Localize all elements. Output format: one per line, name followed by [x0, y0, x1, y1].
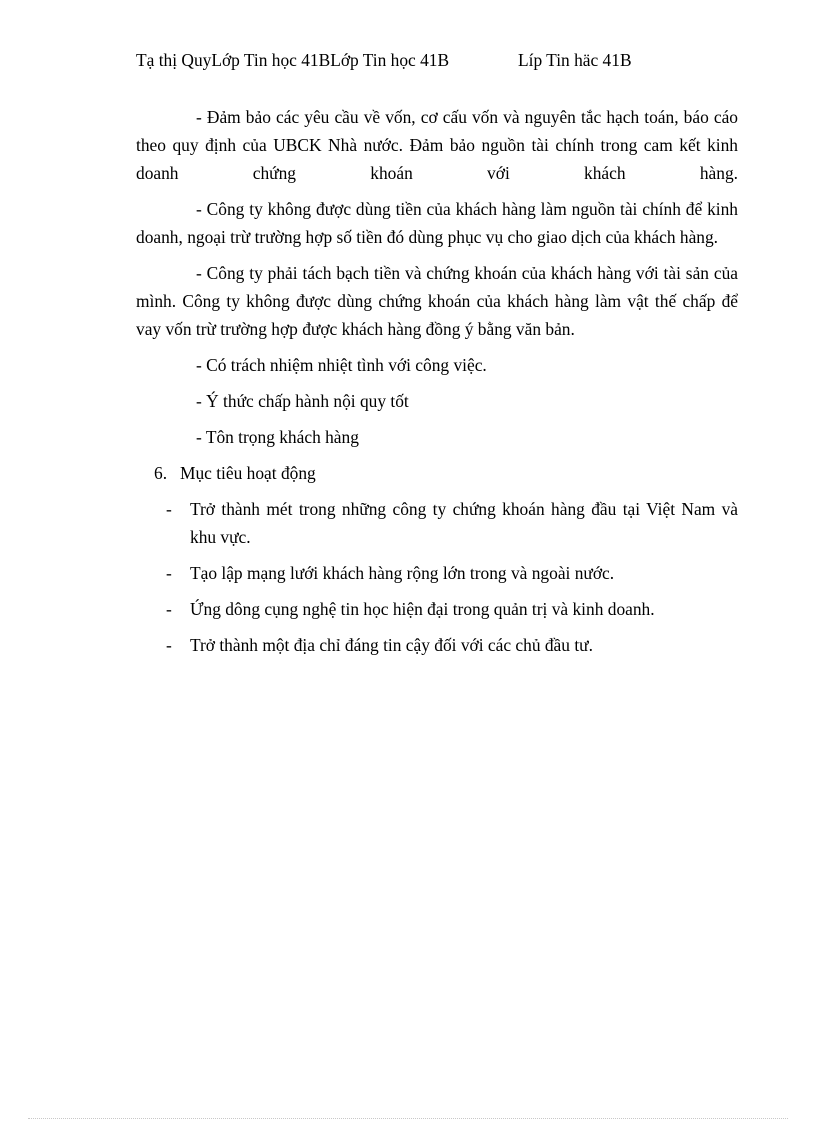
- goal-item: [166, 559, 738, 587]
- bullet-dash: -: [166, 563, 172, 583]
- paragraph-asset-separation: - Công ty phải tách bạch tiền và chứng khoán của khách hàng với tài sản của mình. Công ty không được dùng chứng khoán của khách hàng làm vật thế chấp để vay vốn trừ trường hợp được khách hàng đồng ý bằng văn bản.: [136, 263, 738, 339]
- goal-item: [166, 631, 738, 659]
- section-number: 6.: [154, 463, 168, 483]
- duty-item: - Ý thức chấp hành nội quy tốt: [196, 391, 409, 411]
- duty-item: - Có trách nhiệm nhiệt tình với công việc.: [196, 355, 487, 375]
- bullet-dash: -: [166, 599, 172, 619]
- goal-text: Trở thành mét trong những công ty chứng khoán hàng đầu tại Việt Nam và khu vực.: [190, 499, 738, 547]
- document-body: [136, 103, 738, 667]
- duty-item: - Tôn trọng khách hàng: [196, 427, 359, 447]
- header-class-legacy: Líp Tin häc 41B: [518, 50, 632, 70]
- bullet-dash: -: [166, 635, 172, 655]
- page-header: [136, 50, 756, 72]
- page-bottom-divider: [28, 1118, 788, 1119]
- goal-item: [166, 595, 738, 623]
- goal-text: Tạo lập mạng lưới khách hàng rộng lớn trong và ngoài nước.: [190, 563, 615, 583]
- paragraph-customer-funds: - Công ty không được dùng tiền của khách hàng làm nguồn tài chính để kinh doanh, ngoại trừ trường hợp số tiền đó dùng phục vụ cho giao dịch của khách hàng.: [136, 199, 738, 247]
- goal-text: Trở thành một địa chỉ đáng tin cậy đối với các chủ đầu tư.: [190, 635, 593, 655]
- section-title: Mục tiêu hoạt động: [180, 463, 316, 483]
- goal-item: [166, 495, 738, 551]
- goal-text: Ứng dông cụng nghệ tin học hiện đại trong quản trị và kinh doanh.: [190, 599, 655, 619]
- section-heading: [154, 459, 738, 487]
- paragraph-capital-requirements: - Đảm bảo các yêu cầu về vốn, cơ cấu vốn và nguyên tắc hạch toán, báo cáo theo quy định của UBCK Nhà nước. Đảm bảo nguồn tài chính trong cam kết kinh doanh chứng khoán với khách hàng.: [136, 107, 738, 183]
- bullet-dash: -: [166, 499, 172, 519]
- header-author-class: Tạ thị QuyLớp Tin học 41BLớp Tin học 41B: [136, 50, 450, 70]
